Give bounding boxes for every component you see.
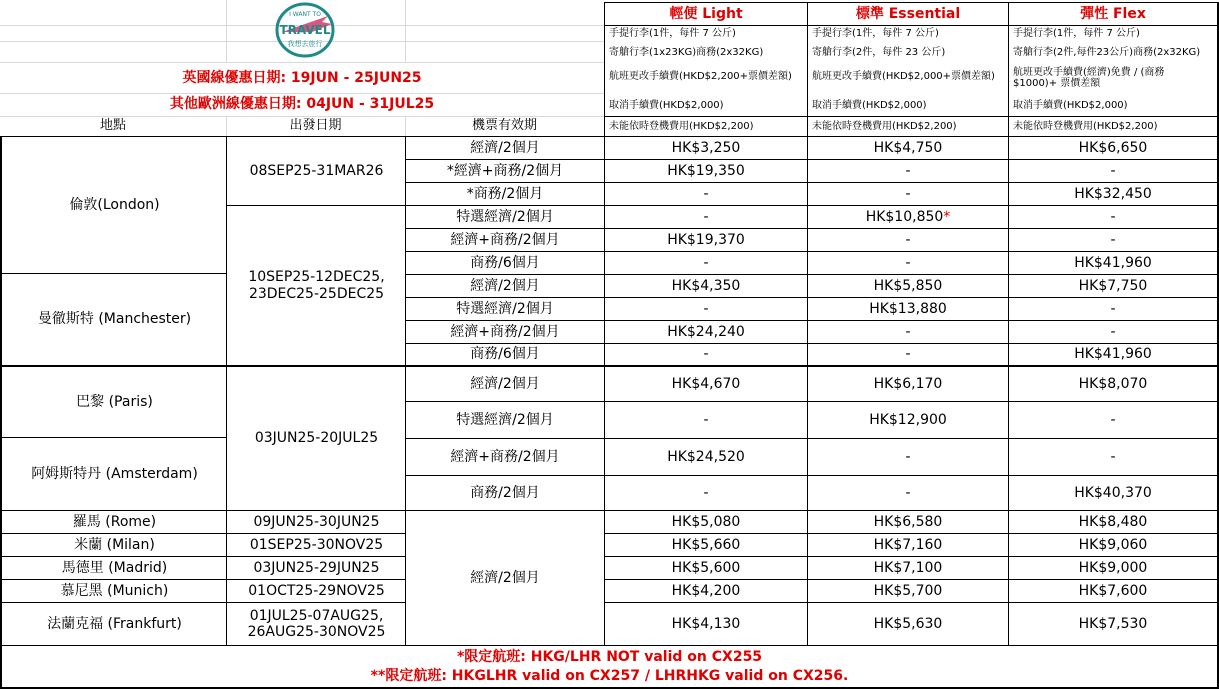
essential-noshow-fee: 未能依時登機費用(HKD$2,200) — [812, 120, 957, 132]
essential-fare: - — [905, 185, 911, 202]
flex-fare: HK$41,960 — [1074, 254, 1152, 271]
departure-range-1: 10SEP25-12DEC25, — [248, 269, 385, 286]
light-fare: - — [703, 411, 709, 428]
city-amsterdam: 阿姆斯特丹 (Amsterdam) — [31, 465, 198, 482]
uk-promo-dates: 英國線優惠日期: 19JUN - 25JUN25 — [182, 69, 422, 86]
light-fare: HK$5,660 — [671, 536, 741, 553]
departure-london-1: 08SEP25-31MAR26 — [249, 162, 384, 179]
validity-cell: 經濟+商務/2個月 — [450, 448, 560, 465]
departure-milan: 01SEP25-30NOV25 — [249, 536, 384, 553]
light-fare: HK$4,200 — [671, 582, 741, 599]
essential-fare: HK$5,700 — [873, 582, 943, 599]
light-carry-on: 手提行李(1件，每件 7 公斤) — [609, 28, 736, 40]
essential-fare: HK$7,100 — [873, 559, 943, 576]
light-fare: HK$3,250 — [671, 139, 741, 156]
flex-checked: 寄艙行李(2件,每件23公斤)商務(2x32KG) — [1013, 47, 1201, 59]
flex-fare: HK$7,530 — [1078, 615, 1148, 632]
light-fare: HK$24,240 — [667, 323, 745, 340]
flex-cancel-fee: 取消手續費(HKD$2,000) — [1013, 100, 1128, 112]
departure-range-1: 01JUL25-07AUG25, — [249, 607, 384, 624]
city-munich: 慕尼黑 (Munich) — [60, 582, 169, 599]
light-fare: HK$19,370 — [667, 231, 745, 248]
essential-cancel-fee: 取消手續費(HKD$2,000) — [812, 100, 927, 112]
light-fare: - — [703, 484, 709, 501]
essential-fare: - — [905, 162, 911, 179]
flex-fare: HK$9,000 — [1078, 559, 1148, 576]
flex-fare: - — [1110, 208, 1116, 225]
departure-range-2: 23DEC25-25DEC25 — [248, 285, 385, 302]
light-fare: HK$4,670 — [671, 375, 741, 392]
light-fare: - — [703, 254, 709, 271]
flex-fare: - — [1110, 323, 1116, 340]
essential-fare: HK$6,580 — [873, 513, 943, 530]
city-frankfurt: 法蘭克福 (Frankfurt) — [47, 615, 182, 632]
validity-cell: 特選經濟/2個月 — [456, 300, 554, 317]
airplane-icon — [272, 2, 338, 58]
light-fare: HK$5,600 — [671, 559, 741, 576]
essential-fare: - — [905, 323, 911, 340]
validity-cell: *商務/2個月 — [466, 185, 544, 202]
essential-fare-flagged — [808, 206, 1008, 228]
city-london: 倫敦(London) — [69, 196, 160, 213]
departure-rome: 09JUN25-30JUN25 — [253, 513, 380, 530]
city-paris: 巴黎 (Paris) — [76, 393, 153, 410]
light-checked: 寄艙行李(1x23KG)商務(2x32KG) — [609, 47, 764, 59]
flex-carry-on: 手提行李(1件，每件 7 公斤) — [1013, 28, 1140, 40]
essential-fare: HK$12,900 — [869, 411, 947, 428]
flex-fare: HK$6,650 — [1078, 139, 1148, 156]
light-fare: - — [703, 300, 709, 317]
essential-fare: HK$7,160 — [873, 536, 943, 553]
light-fare: HK$5,080 — [671, 513, 741, 530]
light-fare: - — [703, 208, 709, 225]
validity-cell: 商務/6個月 — [470, 346, 540, 363]
validity-cell: 經濟+商務/2個月 — [450, 231, 560, 248]
tier-flex-name: 彈性 Flex — [1080, 5, 1146, 22]
flex-fare: HK$8,480 — [1078, 513, 1148, 530]
essential-fare-value: HK$10,850 — [865, 208, 944, 225]
essential-fare: - — [905, 448, 911, 465]
validity-cell: 經濟/2個月 — [470, 375, 540, 392]
flex-fare: - — [1110, 448, 1116, 465]
tier-essential-name: 標準 Essential — [855, 5, 961, 22]
essential-fare: - — [905, 346, 911, 363]
departure-frankfurt — [228, 603, 405, 645]
eu-promo-dates: 其他歐洲線優惠日期: 04JUN - 31JUL25 — [169, 95, 435, 112]
departure-munich: 01OCT25-29NOV25 — [248, 582, 385, 599]
essential-fare: HK$5,850 — [873, 277, 943, 294]
city-manchester: 曼徹斯特 (Manchester) — [37, 311, 192, 328]
validity-cell: 特選經濟/2個月 — [456, 208, 554, 225]
svg-text:我想去旅行: 我想去旅行 — [287, 40, 323, 48]
header-location: 地點 — [99, 118, 126, 134]
flex-fare: - — [1110, 231, 1116, 248]
validity-cell-shared: 經濟/2個月 — [470, 569, 540, 586]
footnote-1: *限定航班: HKG/LHR NOT valid on CX255 — [456, 648, 763, 665]
validity-cell: 商務/6個月 — [470, 254, 540, 271]
flex-fare: - — [1110, 411, 1116, 428]
flex-fare: - — [1110, 162, 1116, 179]
flex-fare: - — [1110, 300, 1116, 317]
light-fare: HK$4,130 — [671, 615, 741, 632]
tier-light-name: 輕便 Light — [669, 5, 743, 22]
light-change-fee: 航班更改手續費(HKD$2,200+票價差額) — [609, 71, 792, 83]
essential-checked: 寄艙行李(2件，每件 23 公斤) — [812, 47, 946, 59]
flex-fare: HK$40,370 — [1074, 484, 1152, 501]
essential-fare: HK$13,880 — [869, 300, 947, 317]
flex-noshow-fee: 未能依時登機費用(HKD$2,200) — [1013, 120, 1158, 132]
flex-fare: HK$8,070 — [1078, 375, 1148, 392]
validity-cell: 經濟+商務/2個月 — [450, 323, 560, 340]
light-noshow-fee: 未能依時登機費用(HKD$2,200) — [609, 120, 754, 132]
city-rome: 羅馬 (Rome) — [72, 513, 157, 530]
essential-fare: - — [905, 231, 911, 248]
city-madrid: 馬德里 (Madrid) — [61, 559, 168, 576]
essential-fare: HK$4,750 — [873, 139, 943, 156]
light-fare: - — [703, 346, 709, 363]
validity-cell: 商務/2個月 — [470, 484, 540, 501]
light-fare: - — [703, 185, 709, 202]
light-fare: HK$24,520 — [667, 448, 745, 465]
flex-fare: HK$7,600 — [1078, 582, 1148, 599]
svg-text:TRAVEL: TRAVEL — [279, 23, 331, 37]
flex-fare: HK$7,750 — [1078, 277, 1148, 294]
departure-madrid: 03JUN25-29JUN25 — [253, 559, 380, 576]
light-fare: HK$4,350 — [671, 277, 741, 294]
validity-cell: *經濟+商務/2個月 — [446, 162, 564, 179]
departure-range-2: 26AUG25-30NOV25 — [247, 624, 386, 640]
header-departure: 出發日期 — [289, 118, 342, 134]
essential-carry-on: 手提行李(1件，每件 7 公斤) — [812, 28, 939, 40]
flight-restriction-mark: * — [943, 208, 951, 225]
essential-fare: HK$6,170 — [873, 375, 943, 392]
departure-london-manchester — [228, 206, 405, 365]
essential-fare: - — [905, 254, 911, 271]
validity-cell: 經濟/2個月 — [470, 277, 540, 294]
travel-logo — [272, 2, 338, 58]
light-cancel-fee: 取消手續費(HKD$2,000) — [609, 100, 724, 112]
flex-fare: HK$32,450 — [1074, 185, 1152, 202]
essential-change-fee: 航班更改手續費(HKD$2,000+票價差額) — [812, 71, 995, 83]
essential-fare: - — [905, 484, 911, 501]
light-fare: HK$19,350 — [667, 162, 745, 179]
header-validity: 機票有效期 — [471, 118, 537, 134]
flex-fare: HK$41,960 — [1074, 346, 1152, 363]
departure-paris-amsterdam: 03JUN25-20JUL25 — [254, 430, 379, 447]
svg-text:I WANT TO: I WANT TO — [289, 11, 321, 18]
city-milan: 米蘭 (Milan) — [74, 536, 155, 553]
flex-fare: HK$9,060 — [1078, 536, 1148, 553]
footnote-2: **限定航班: HKGLHR valid on CX257 / LHRHKG valid on CX256. — [370, 667, 849, 684]
validity-cell: 經濟/2個月 — [470, 139, 540, 156]
validity-cell: 特選經濟/2個月 — [456, 411, 554, 428]
essential-fare: HK$5,630 — [873, 615, 943, 632]
flex-change-fee: 航班更改手續費(經濟)免費 / (商務$1000)+ 票價差額 — [1013, 66, 1165, 89]
